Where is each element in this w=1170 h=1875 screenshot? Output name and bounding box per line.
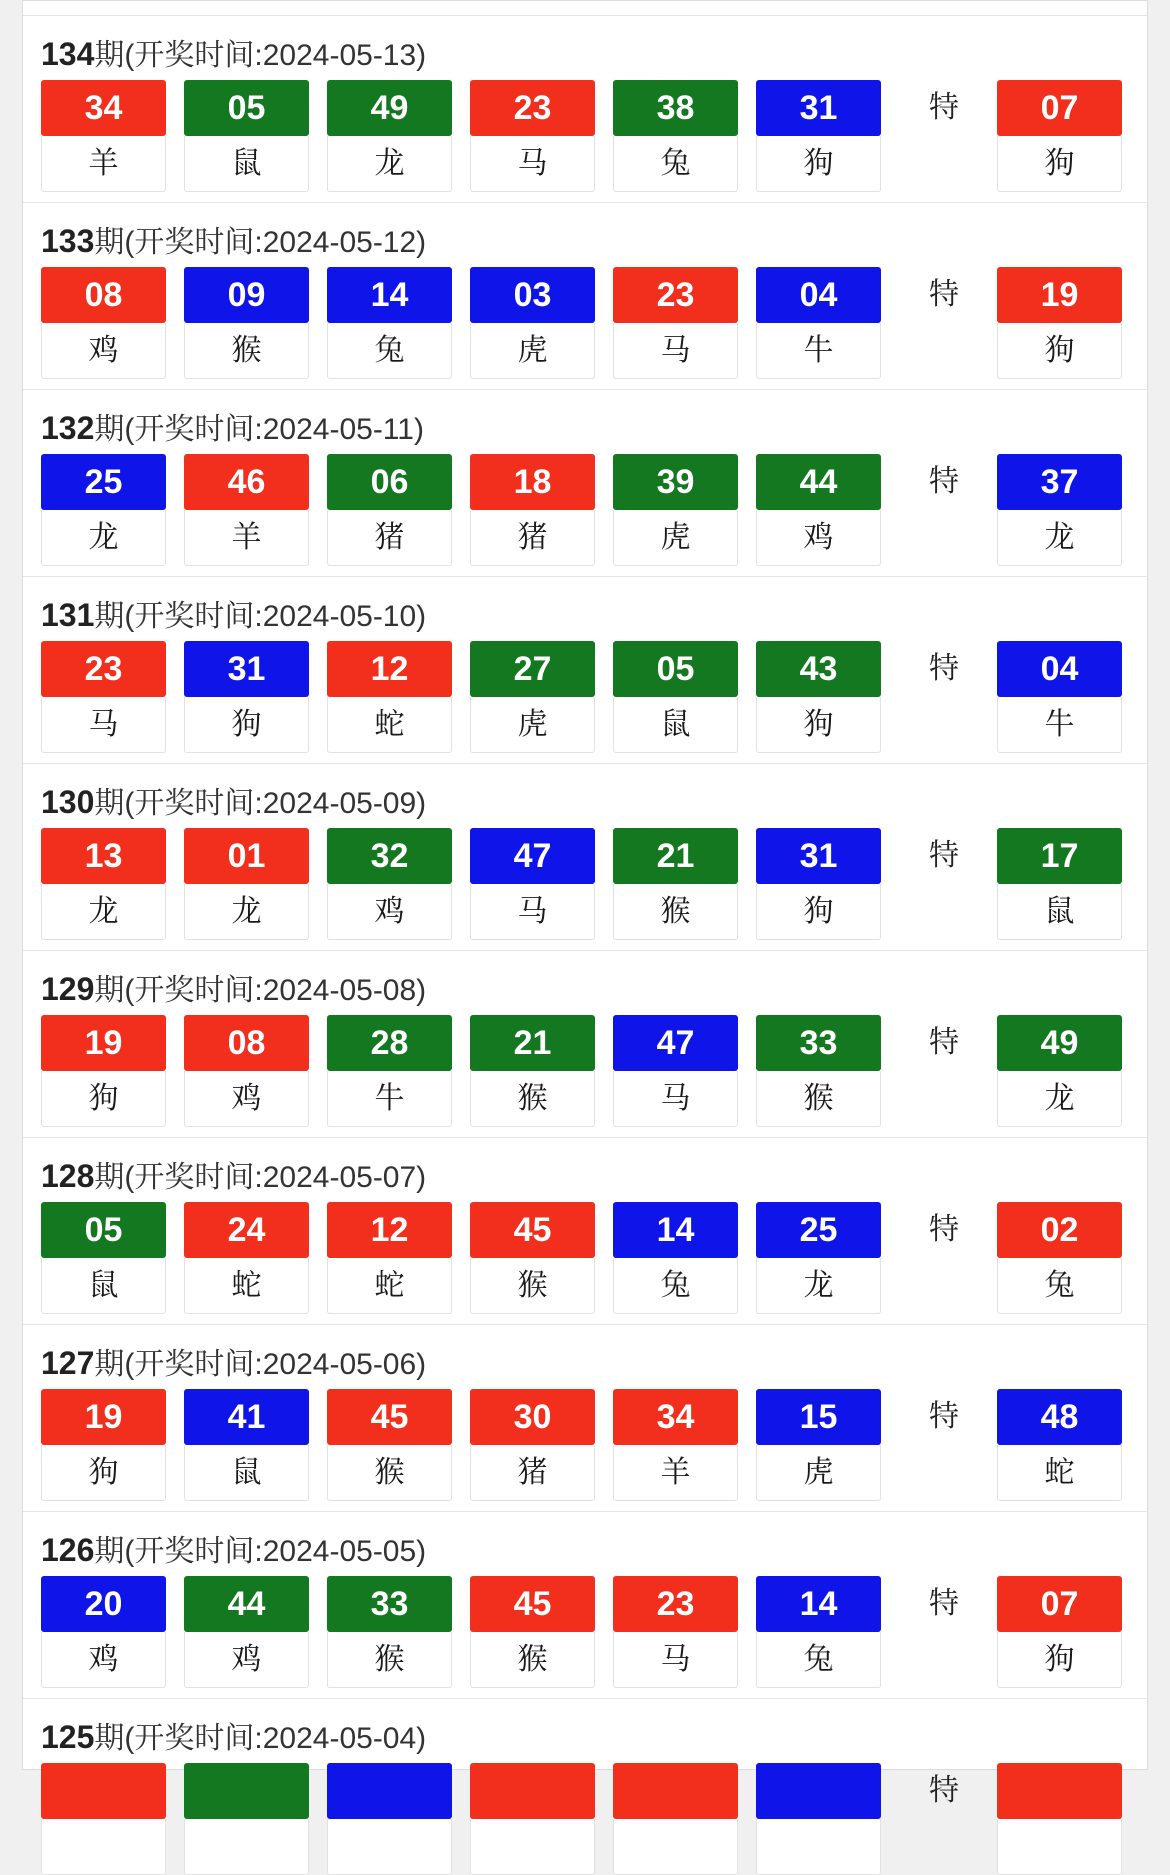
special-lottery-ball xyxy=(997,80,1122,192)
lottery-ball xyxy=(184,1389,309,1501)
special-ball-number: 04 xyxy=(997,641,1122,697)
draw-block xyxy=(23,764,1147,951)
ball-zodiac: 龙 xyxy=(756,1258,881,1314)
ball-zodiac: 鸡 xyxy=(41,1632,166,1688)
special-ball-label: 特 xyxy=(929,1213,959,1246)
ball-zodiac: 龙 xyxy=(41,884,166,940)
lottery-ball xyxy=(613,80,738,192)
ball-number: 25 xyxy=(756,1202,881,1258)
lottery-ball xyxy=(327,1763,452,1875)
ball-number: 33 xyxy=(756,1015,881,1071)
draw-block xyxy=(23,203,1147,390)
ball-zodiac: 蛇 xyxy=(184,1258,309,1314)
special-ball-number: 02 xyxy=(997,1202,1122,1258)
lottery-ball xyxy=(327,454,452,566)
ball-zodiac: 蛇 xyxy=(327,1258,452,1314)
ball-zodiac: 牛 xyxy=(327,1071,452,1127)
ball-row xyxy=(23,1576,1147,1688)
ball-number: 04 xyxy=(756,267,881,323)
ball-zodiac: 鼠 xyxy=(184,136,309,192)
lottery-ball xyxy=(613,1202,738,1314)
ball-zodiac: 鸡 xyxy=(184,1632,309,1688)
special-ball-number: 07 xyxy=(997,1576,1122,1632)
special-ball-label: 特 xyxy=(929,1587,959,1620)
ball-number: 24 xyxy=(184,1202,309,1258)
ball-number: 14 xyxy=(327,267,452,323)
draw-issue-number: 131 xyxy=(41,597,95,633)
ball-row xyxy=(23,1015,1147,1127)
lottery-ball xyxy=(470,641,595,753)
ball-number: 14 xyxy=(613,1202,738,1258)
lottery-ball xyxy=(41,1015,166,1127)
draw-date-text: 期(开奖时间:2024-05-05) xyxy=(94,1535,427,1568)
lottery-ball xyxy=(41,80,166,192)
special-ball-label: 特 xyxy=(929,91,959,124)
special-ball-zodiac xyxy=(997,1819,1122,1875)
ball-zodiac: 猪 xyxy=(327,510,452,566)
special-ball-label: 特 xyxy=(929,465,959,498)
special-ball-label: 特 xyxy=(929,1774,959,1807)
draw-list xyxy=(23,16,1147,1807)
ball-zodiac: 鼠 xyxy=(613,697,738,753)
ball-zodiac: 鼠 xyxy=(41,1258,166,1314)
lottery-ball xyxy=(756,828,881,940)
ball-number: 18 xyxy=(470,454,595,510)
ball-zodiac: 狗 xyxy=(756,136,881,192)
lottery-ball xyxy=(41,454,166,566)
ball-number xyxy=(756,1763,881,1819)
special-lottery-ball xyxy=(997,1763,1122,1875)
special-lottery-ball xyxy=(997,267,1122,379)
lottery-ball xyxy=(756,1015,881,1127)
draw-block xyxy=(23,577,1147,764)
ball-number: 08 xyxy=(184,1015,309,1071)
ball-zodiac: 虎 xyxy=(470,697,595,753)
draw-issue-number: 134 xyxy=(41,36,95,72)
sheet-top-strip xyxy=(23,1,1147,16)
ball-number: 05 xyxy=(41,1202,166,1258)
ball-zodiac: 羊 xyxy=(613,1445,738,1501)
special-ball-zodiac: 狗 xyxy=(997,1632,1122,1688)
ball-number: 34 xyxy=(613,1389,738,1445)
ball-zodiac: 鸡 xyxy=(41,323,166,379)
ball-number: 47 xyxy=(613,1015,738,1071)
ball-zodiac: 马 xyxy=(41,697,166,753)
lottery-ball xyxy=(613,267,738,379)
lottery-ball xyxy=(756,1389,881,1501)
lottery-ball xyxy=(470,1202,595,1314)
special-lottery-ball xyxy=(997,454,1122,566)
draw-issue-number: 127 xyxy=(41,1345,95,1381)
ball-number: 20 xyxy=(41,1576,166,1632)
ball-number: 30 xyxy=(470,1389,595,1445)
ball-zodiac: 马 xyxy=(613,1071,738,1127)
ball-zodiac: 猪 xyxy=(470,1445,595,1501)
draw-header xyxy=(23,577,1147,641)
ball-number: 23 xyxy=(613,267,738,323)
ball-number: 44 xyxy=(184,1576,309,1632)
ball-number: 23 xyxy=(41,641,166,697)
ball-zodiac: 鸡 xyxy=(327,884,452,940)
lottery-ball xyxy=(756,1202,881,1314)
special-ball-zodiac: 龙 xyxy=(997,1071,1122,1127)
ball-zodiac: 鸡 xyxy=(756,510,881,566)
draw-issue-number: 125 xyxy=(41,1719,95,1755)
lottery-ball xyxy=(327,1015,452,1127)
ball-zodiac: 龙 xyxy=(41,510,166,566)
ball-row xyxy=(23,641,1147,753)
draw-header xyxy=(23,16,1147,80)
ball-number xyxy=(613,1763,738,1819)
ball-number: 46 xyxy=(184,454,309,510)
ball-number: 34 xyxy=(41,80,166,136)
lottery-ball xyxy=(470,267,595,379)
lottery-ball xyxy=(327,1202,452,1314)
ball-zodiac: 狗 xyxy=(41,1445,166,1501)
draw-block xyxy=(23,16,1147,203)
lottery-ball xyxy=(327,80,452,192)
ball-zodiac: 猴 xyxy=(470,1258,595,1314)
results-sheet xyxy=(22,0,1148,1807)
ball-number: 27 xyxy=(470,641,595,697)
lottery-ball xyxy=(41,641,166,753)
ball-number: 06 xyxy=(327,454,452,510)
draw-date-text: 期(开奖时间:2024-05-07) xyxy=(94,1161,427,1194)
draw-header xyxy=(23,203,1147,267)
special-ball-zodiac: 狗 xyxy=(997,323,1122,379)
lottery-ball xyxy=(756,454,881,566)
lottery-ball xyxy=(470,454,595,566)
draw-block xyxy=(23,1699,1147,1807)
ball-zodiac: 猴 xyxy=(470,1071,595,1127)
special-ball-number: 48 xyxy=(997,1389,1122,1445)
lottery-ball xyxy=(756,1576,881,1688)
draw-header xyxy=(23,1512,1147,1576)
draw-issue-number: 132 xyxy=(41,410,95,446)
special-lottery-ball xyxy=(997,828,1122,940)
lottery-ball xyxy=(613,1576,738,1688)
ball-number: 15 xyxy=(756,1389,881,1445)
lottery-ball xyxy=(184,1202,309,1314)
ball-number: 14 xyxy=(756,1576,881,1632)
ball-zodiac: 羊 xyxy=(41,136,166,192)
ball-number xyxy=(41,1763,166,1819)
lottery-ball xyxy=(41,1576,166,1688)
ball-number: 25 xyxy=(41,454,166,510)
ball-zodiac xyxy=(327,1819,452,1875)
lottery-ball xyxy=(470,1576,595,1688)
lottery-ball xyxy=(613,1389,738,1501)
draw-issue-number: 128 xyxy=(41,1158,95,1194)
draw-date-text: 期(开奖时间:2024-05-04) xyxy=(94,1722,427,1755)
ball-zodiac: 猪 xyxy=(470,510,595,566)
ball-number: 12 xyxy=(327,641,452,697)
special-ball-zodiac: 蛇 xyxy=(997,1445,1122,1501)
draw-date-text: 期(开奖时间:2024-05-11) xyxy=(94,413,424,446)
special-ball-label: 特 xyxy=(929,652,959,685)
lottery-ball xyxy=(613,1763,738,1875)
ball-number: 31 xyxy=(184,641,309,697)
special-ball-number: 07 xyxy=(997,80,1122,136)
ball-number: 45 xyxy=(470,1202,595,1258)
lottery-ball xyxy=(184,1576,309,1688)
special-ball-number: 37 xyxy=(997,454,1122,510)
ball-zodiac: 虎 xyxy=(756,1445,881,1501)
draw-block xyxy=(23,1512,1147,1699)
lottery-ball xyxy=(613,641,738,753)
ball-number: 12 xyxy=(327,1202,452,1258)
lottery-ball xyxy=(184,641,309,753)
lottery-ball xyxy=(756,1763,881,1875)
ball-zodiac: 狗 xyxy=(756,884,881,940)
ball-zodiac: 兔 xyxy=(327,323,452,379)
special-lottery-ball xyxy=(997,1389,1122,1501)
draw-date-text: 期(开奖时间:2024-05-13) xyxy=(94,39,427,72)
ball-zodiac: 鼠 xyxy=(184,1445,309,1501)
draw-block xyxy=(23,951,1147,1138)
ball-number: 05 xyxy=(184,80,309,136)
ball-number: 43 xyxy=(756,641,881,697)
special-ball-label: 特 xyxy=(929,839,959,872)
lottery-ball xyxy=(327,267,452,379)
ball-row xyxy=(23,267,1147,379)
draw-date-text: 期(开奖时间:2024-05-09) xyxy=(94,787,427,820)
draw-header xyxy=(23,764,1147,828)
ball-zodiac: 马 xyxy=(470,136,595,192)
lottery-ball xyxy=(613,454,738,566)
special-ball-label: 特 xyxy=(929,1400,959,1433)
ball-zodiac: 马 xyxy=(613,1632,738,1688)
draw-issue-number: 130 xyxy=(41,784,95,820)
draw-header xyxy=(23,1138,1147,1202)
ball-zodiac: 牛 xyxy=(756,323,881,379)
ball-number: 45 xyxy=(470,1576,595,1632)
ball-zodiac xyxy=(470,1819,595,1875)
ball-number: 47 xyxy=(470,828,595,884)
special-ball-label: 特 xyxy=(929,1026,959,1059)
ball-number: 21 xyxy=(470,1015,595,1071)
ball-zodiac: 猴 xyxy=(470,1632,595,1688)
draw-block xyxy=(23,1138,1147,1325)
ball-zodiac: 猴 xyxy=(756,1071,881,1127)
ball-zodiac: 马 xyxy=(470,884,595,940)
ball-zodiac: 猴 xyxy=(327,1445,452,1501)
special-ball-number xyxy=(997,1763,1122,1819)
draw-block xyxy=(23,1325,1147,1512)
ball-number: 13 xyxy=(41,828,166,884)
lottery-ball xyxy=(327,1389,452,1501)
special-ball-zodiac: 龙 xyxy=(997,510,1122,566)
lottery-ball xyxy=(470,1015,595,1127)
ball-number: 05 xyxy=(613,641,738,697)
draw-issue-number: 133 xyxy=(41,223,95,259)
special-lottery-ball xyxy=(997,1576,1122,1688)
ball-zodiac xyxy=(613,1819,738,1875)
ball-zodiac: 狗 xyxy=(41,1071,166,1127)
ball-number: 31 xyxy=(756,828,881,884)
lottery-ball xyxy=(184,1015,309,1127)
special-ball-zodiac: 兔 xyxy=(997,1258,1122,1314)
special-lottery-ball xyxy=(997,1015,1122,1127)
special-ball-number: 17 xyxy=(997,828,1122,884)
special-lottery-ball xyxy=(997,1202,1122,1314)
lottery-ball xyxy=(613,1015,738,1127)
ball-number: 01 xyxy=(184,828,309,884)
ball-zodiac: 猴 xyxy=(184,323,309,379)
lottery-ball xyxy=(470,1763,595,1875)
lottery-ball xyxy=(41,1763,166,1875)
special-ball-zodiac: 牛 xyxy=(997,697,1122,753)
lottery-ball xyxy=(41,1202,166,1314)
ball-zodiac xyxy=(41,1819,166,1875)
ball-number: 45 xyxy=(327,1389,452,1445)
ball-row xyxy=(23,454,1147,566)
lottery-ball xyxy=(327,828,452,940)
lottery-ball xyxy=(327,641,452,753)
ball-number: 33 xyxy=(327,1576,452,1632)
special-ball-number: 49 xyxy=(997,1015,1122,1071)
ball-zodiac xyxy=(184,1819,309,1875)
ball-number: 21 xyxy=(613,828,738,884)
lottery-ball xyxy=(756,80,881,192)
ball-number xyxy=(470,1763,595,1819)
ball-zodiac: 猴 xyxy=(327,1632,452,1688)
ball-zodiac: 鸡 xyxy=(184,1071,309,1127)
draw-header xyxy=(23,390,1147,454)
lottery-ball xyxy=(613,828,738,940)
special-ball-number: 19 xyxy=(997,267,1122,323)
special-lottery-ball xyxy=(997,641,1122,753)
ball-row xyxy=(23,1202,1147,1314)
ball-zodiac: 狗 xyxy=(756,697,881,753)
ball-number: 39 xyxy=(613,454,738,510)
draw-header xyxy=(23,1699,1147,1763)
ball-zodiac: 兔 xyxy=(613,136,738,192)
ball-number xyxy=(184,1763,309,1819)
draw-date-text: 期(开奖时间:2024-05-08) xyxy=(94,974,427,1007)
ball-row xyxy=(23,1389,1147,1501)
lottery-ball xyxy=(41,828,166,940)
special-ball-zodiac: 狗 xyxy=(997,136,1122,192)
ball-zodiac xyxy=(756,1819,881,1875)
ball-number: 38 xyxy=(613,80,738,136)
special-ball-zodiac: 鼠 xyxy=(997,884,1122,940)
ball-number: 19 xyxy=(41,1015,166,1071)
ball-zodiac: 狗 xyxy=(184,697,309,753)
ball-zodiac: 蛇 xyxy=(327,697,452,753)
lottery-ball xyxy=(470,1389,595,1501)
ball-number: 44 xyxy=(756,454,881,510)
special-ball-label: 特 xyxy=(929,278,959,311)
ball-number: 03 xyxy=(470,267,595,323)
lottery-ball xyxy=(184,1763,309,1875)
lottery-ball xyxy=(184,267,309,379)
draw-issue-number: 126 xyxy=(41,1532,95,1568)
ball-number: 09 xyxy=(184,267,309,323)
ball-number: 31 xyxy=(756,80,881,136)
ball-zodiac: 龙 xyxy=(327,136,452,192)
draw-date-text: 期(开奖时间:2024-05-10) xyxy=(94,600,427,633)
lottery-ball xyxy=(756,641,881,753)
ball-zodiac: 羊 xyxy=(184,510,309,566)
ball-zodiac: 虎 xyxy=(470,323,595,379)
ball-zodiac: 兔 xyxy=(613,1258,738,1314)
lottery-ball xyxy=(184,454,309,566)
draw-header xyxy=(23,951,1147,1015)
ball-number: 41 xyxy=(184,1389,309,1445)
lottery-ball xyxy=(327,1576,452,1688)
ball-zodiac: 马 xyxy=(613,323,738,379)
draw-date-text: 期(开奖时间:2024-05-06) xyxy=(94,1348,427,1381)
ball-zodiac: 虎 xyxy=(613,510,738,566)
ball-number: 49 xyxy=(327,80,452,136)
ball-number: 19 xyxy=(41,1389,166,1445)
lottery-ball xyxy=(41,267,166,379)
ball-row xyxy=(23,828,1147,940)
ball-zodiac: 龙 xyxy=(184,884,309,940)
lottery-ball xyxy=(756,267,881,379)
ball-number: 23 xyxy=(613,1576,738,1632)
lottery-ball xyxy=(184,828,309,940)
lottery-ball xyxy=(470,80,595,192)
lottery-ball xyxy=(470,828,595,940)
ball-number: 28 xyxy=(327,1015,452,1071)
draw-block xyxy=(23,390,1147,577)
ball-number: 23 xyxy=(470,80,595,136)
draw-header xyxy=(23,1325,1147,1389)
lottery-ball xyxy=(41,1389,166,1501)
ball-row xyxy=(23,80,1147,192)
ball-zodiac: 猴 xyxy=(613,884,738,940)
ball-row xyxy=(23,1763,1147,1875)
lottery-ball xyxy=(184,80,309,192)
draw-issue-number: 129 xyxy=(41,971,95,1007)
ball-number: 32 xyxy=(327,828,452,884)
ball-number xyxy=(327,1763,452,1819)
draw-date-text: 期(开奖时间:2024-05-12) xyxy=(94,226,427,259)
ball-number: 08 xyxy=(41,267,166,323)
ball-zodiac: 兔 xyxy=(756,1632,881,1688)
